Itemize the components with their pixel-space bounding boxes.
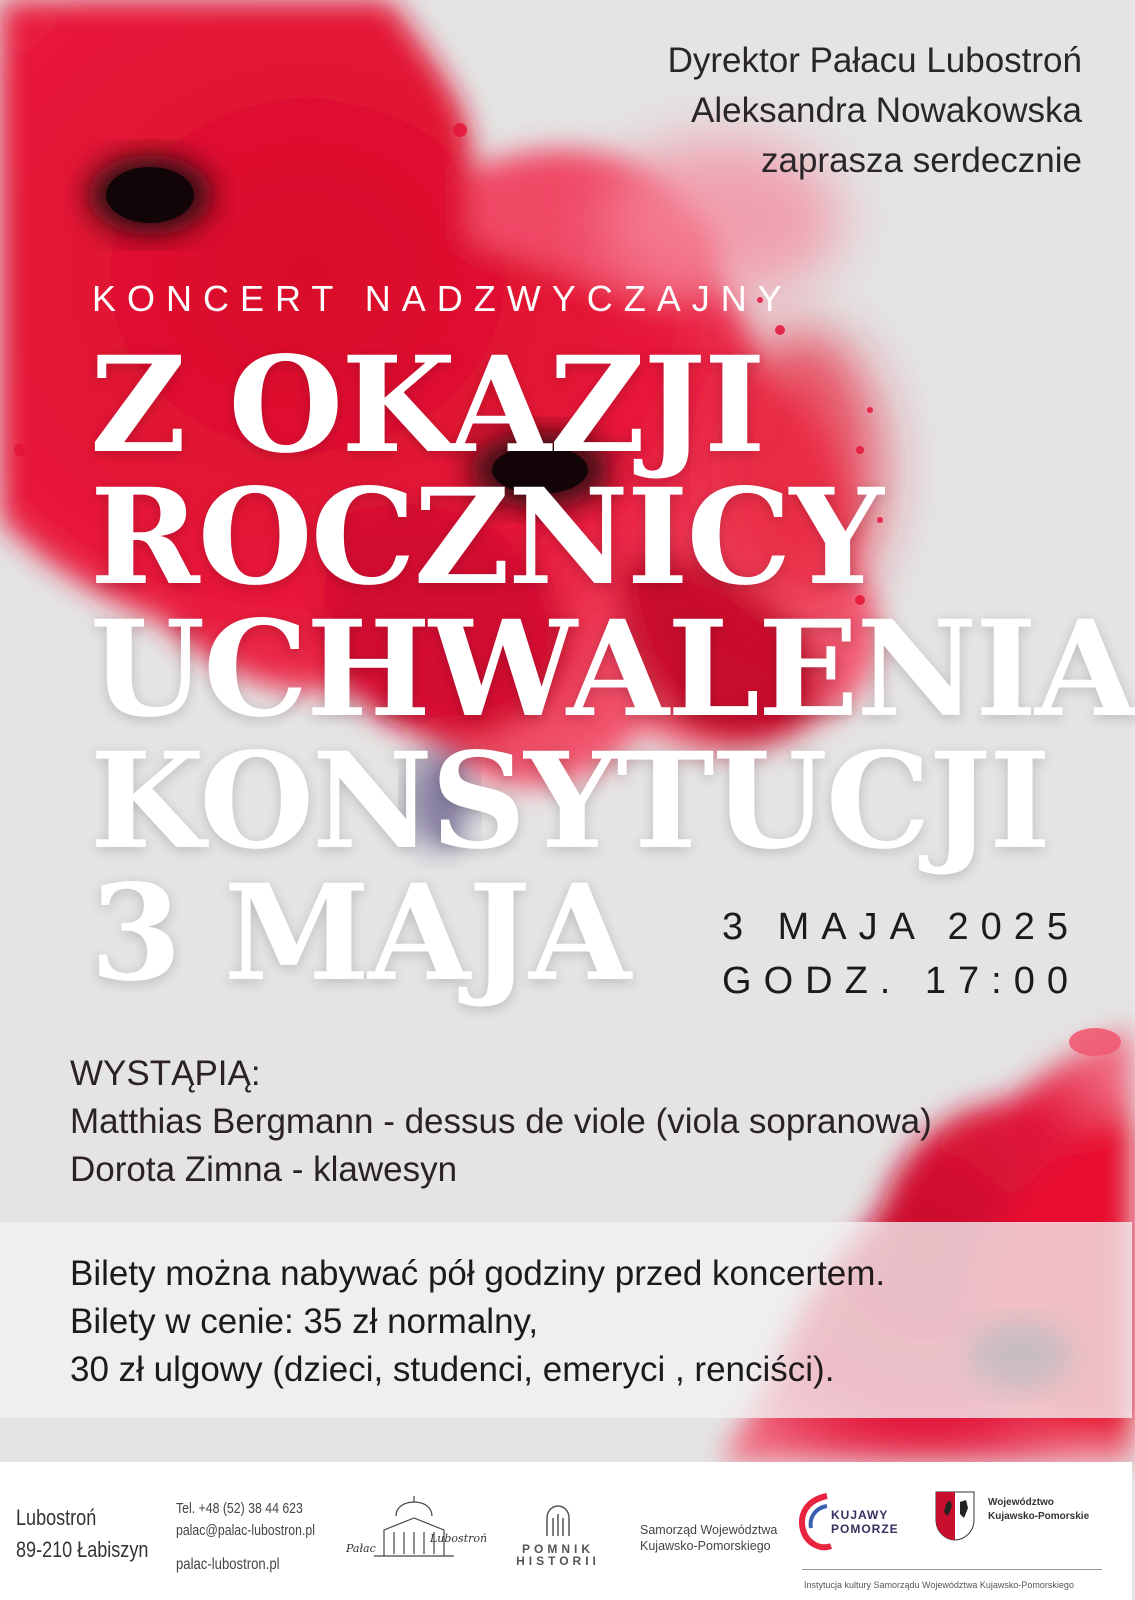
footer-postal: 89-210 Łabiszyn	[16, 1537, 149, 1562]
pomnik-text-1: POMNIK	[522, 1542, 594, 1556]
tickets-info	[70, 1250, 885, 1394]
headline-line-2: ROCZNICY	[90, 460, 882, 615]
kujawy-text-2: POMORZE	[831, 1522, 899, 1536]
footer-contact	[176, 1498, 315, 1542]
footer-place: Lubostroń	[16, 1505, 97, 1530]
palac-logo-left-text: Pałac	[346, 1542, 376, 1555]
woj-text-2: Kujawsko-Pomorskie	[988, 1511, 1090, 1522]
headline-line-5: 3 MAJA	[90, 856, 630, 1011]
samorzad-text-1: Samorząd Województwa	[640, 1523, 778, 1537]
pomnik-historii-logo	[512, 1504, 604, 1574]
event-day: 3 MAJA 2025	[721, 906, 1080, 948]
footer-website[interactable]: palac-lubostron.pl	[176, 1556, 280, 1573]
kujawy-pomorze-logo	[797, 1490, 907, 1554]
performer-1: Matthias Bergmann - dessus de viole (viola sopranowa)	[70, 1102, 932, 1141]
headline-line-1: Z OKAZJI	[90, 328, 764, 483]
wojewodztwo-logo	[934, 1490, 1124, 1546]
instytucja-note: Instytucja kultury Samorządu Województwa Kujawsko-Pomorskiego	[804, 1580, 1074, 1590]
kujawy-text-1: KUJAWY	[831, 1508, 889, 1522]
event-date	[722, 900, 1080, 1008]
performers-heading: WYSTĄPIĄ:	[70, 1054, 261, 1093]
footer-address	[16, 1502, 148, 1566]
samorzad-logo	[640, 1522, 777, 1554]
invite-line-invites: zaprasza serdecznie	[761, 141, 1082, 180]
coat-of-arms-icon	[934, 1490, 976, 1542]
pomnik-text-2: HISTORII	[516, 1554, 600, 1568]
concert-kicker: KONCERT NADZWYCZAJNY	[92, 278, 793, 319]
tickets-line-3: 30 zł ulgowy (dzieci, studenci, emeryci , renciści).	[70, 1350, 835, 1389]
poppy-center-top	[88, 155, 212, 235]
invitation-block	[668, 36, 1082, 186]
invite-line-name: Aleksandra Nowakowska	[690, 91, 1082, 130]
headline-line-3: UCHWALENIA	[90, 592, 1135, 747]
performers-block	[70, 1050, 932, 1194]
palac-logo-right-text: Lubostroń	[430, 1532, 488, 1545]
tickets-line-1: Bilety można nabywać pół godziny przed koncertem.	[70, 1254, 886, 1293]
samorzad-text-2: Kujawsko-Pomorskiego	[640, 1539, 771, 1553]
footer-phone[interactable]: Tel. +48 (52) 38 44 623	[176, 1500, 303, 1517]
event-time: GODZ. 17:00	[722, 960, 1080, 1002]
tickets-line-2: Bilety w cenie: 35 zł normalny,	[70, 1302, 539, 1341]
footer-email[interactable]: palac@palac-lubostron.pl	[176, 1522, 315, 1539]
performer-2: Dorota Zimna - klawesyn	[70, 1150, 458, 1189]
footer	[0, 1462, 1132, 1600]
headline-line-4: KONSYTUCJI	[90, 724, 1049, 879]
footer-divider	[802, 1569, 1102, 1570]
invite-line-director: Dyrektor Pałacu Lubostroń	[667, 41, 1082, 80]
woj-text-1: Województwo	[988, 1497, 1054, 1508]
pomnik-icon	[543, 1504, 573, 1538]
palac-lubostron-logo	[344, 1496, 488, 1568]
